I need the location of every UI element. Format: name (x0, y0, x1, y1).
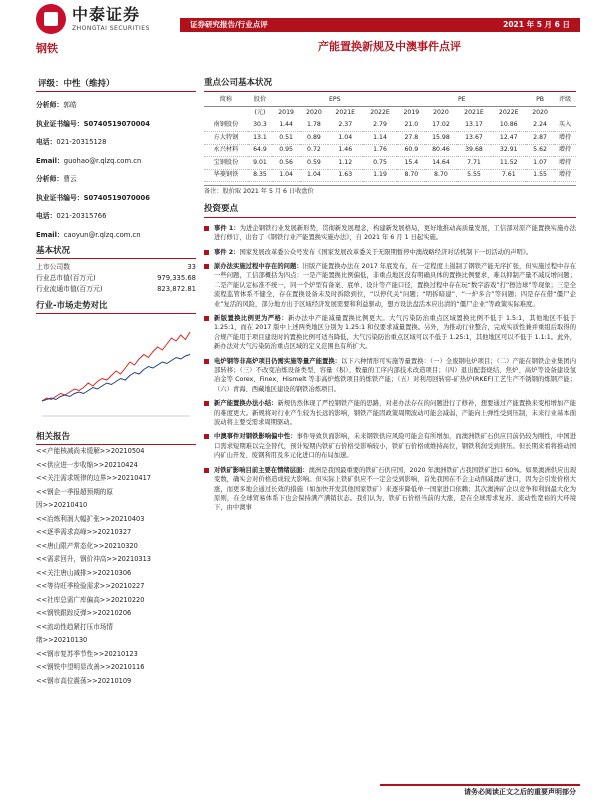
table-cell: 1.46 (338, 146, 353, 154)
analyst-label: 执业证书编号： (36, 193, 84, 202)
analyst-value: caoyun@r.qlzq.com.cn (63, 230, 141, 239)
year-header: 2019 (403, 109, 420, 117)
table-row (204, 144, 576, 157)
th-name: 简称 (204, 94, 248, 107)
th-pe: PE (397, 94, 526, 107)
stat-value: 33 (187, 263, 196, 271)
table-cell: 2.79 (373, 121, 387, 129)
point-text (214, 357, 576, 395)
table-cell: 增持 (558, 133, 572, 141)
bullet-icon (204, 359, 209, 364)
table-cell: 1.04 (338, 133, 353, 141)
table-cell: 11.52 (499, 158, 518, 166)
logo-icon (36, 4, 66, 34)
point-body: 澳洲是我国最重要的铁矿石供应国，2020 年澳洲铁矿占我国铁矿进口 60%。如果澳洲供应出现变数，确实会对价格造成较大影响。但实际上铁矿供应不一定会受到影响，首先我国在不会主动削减澳矿进口，因为会引发价格大涨，而更多地会通过长效的措施（如加快开发其他国家铁矿）来逐步降低单一国家进口依赖；其次澳洲矿企以竞争和利润最大化为原则，在全球贸易体系下也会保持满产满销状态。我们认为，铁矿石价格当前的大涨，是在全球需求复苏、流动性宽裕的大环境下，由中澳事 (214, 466, 577, 512)
report-title: 产能置换新规及中澳事件点评 (318, 40, 461, 53)
point-lead: 原办法实施过程中存在的问题： (214, 262, 303, 270)
analyst-label: Email： (36, 156, 64, 165)
bullet-icon (204, 468, 209, 473)
table-cell: 2.87 (533, 133, 547, 141)
th-unit: (元) (254, 109, 266, 117)
point-lead: 事件 1： (214, 224, 240, 232)
related-title: 相关报告 (36, 432, 196, 445)
point-body: 新规仍然体现了严控钢铁产能的思路，对老办法存在的问题进行了修补，想要通过产能置换来变相增加产能的难度更大。新规将对行业产生较为长远的影响，钢铁产能因政策周期波动可能会减弱，产能向上弹性受到压制，未来行业基本面波动将主要受需求周期驱动。 (214, 400, 577, 427)
point-body: 事件导致负面影响，未来钢铁供应风险可能会有所增加，而澳洲铁矿石供应目前仍较为刚性，中国进口需求短期难以完全替代，预计短期内铁矿石价格受影响较小，铁矿石价格或维持高位，钢铁利润受到挤压。但长期来看将推动国内矿山开发、废钢利用及多元化进口的布局加速。 (214, 433, 577, 460)
th-price: 股价 (248, 94, 272, 107)
analyst-row (36, 115, 196, 134)
table-cell: 0.56 (279, 158, 293, 166)
analyst-label: 电话： (36, 138, 57, 146)
year-header: 2020 (433, 109, 449, 117)
stat-value: 979,335.68 (157, 274, 196, 282)
point-body: 以下六种情形可实施等量置换：（一）全废钢电炉项目；（二）产能在钢铁企业集团内部转移；（三）不改变冶炼设备类型、容量（积）、数量的工序内部技术改造项目；（四）退出配套烧结、焦炉、高炉等设备建设氢冶金等 Corex、Finex、Hismelt 等非高炉炼铁项目的炼铁产能；（五）对利用回转窑-矿热炉(RKEF)工艺生产不锈钢的炼钢产能；（六）青海、西藏地区建设的钢铁冶炼项目。 (214, 357, 577, 393)
basic-title: 基本状况 (36, 246, 196, 259)
table-cell: 南钢股份 (213, 121, 239, 129)
table-cell: 1.78 (307, 121, 321, 129)
report-date: 2021 年 5 月 6 日 (503, 20, 570, 30)
table-cell: 32.91 (499, 146, 518, 154)
table-cell: 1.04 (307, 171, 321, 179)
table-cell: 12.47 (499, 133, 518, 141)
analyst-label: 分析师： (36, 101, 64, 109)
year-header: 2022E (498, 109, 519, 117)
table-cell: 8.70 (404, 171, 419, 179)
analyst-value: 021-20315766 (56, 212, 107, 220)
sector-label: 钢铁 (36, 42, 58, 55)
table-cell: 17.02 (432, 121, 450, 129)
table-cell: 买入 (558, 121, 572, 129)
year-header: 2020 (532, 109, 548, 117)
year-header: 2021E (335, 109, 356, 117)
footer-text: 请务必阅读正文之后的重要声明部分 (464, 788, 576, 796)
table-cell: 30.3 (253, 121, 267, 129)
table-cell: 21.0 (404, 121, 419, 129)
table-cell: 15.98 (432, 133, 450, 141)
related-report-link[interactable]: <<社库总需广库偏高>>20210220 (36, 595, 145, 604)
related-report-link[interactable]: <<供应进一步收缩>>20210424 (36, 460, 138, 469)
related-report-link[interactable]: <<钢企一季报超预期的原 (36, 487, 113, 496)
point-body: 旧版产能置换办法在 2017 年底发布，在一定程度上遏制了钢铁产能无序扩张，但实施过程中存在一些问题，工信部概括为四点：一是产能置换比例偏低，非重点地区没有明确具体的置换比例要求，难以抑制产量不减反增问题；二是产能认定标准不统一，同一个炉型有备案、底单、设计等产能口径，置换过程中存在玩“数字游戏”打“擦边球”等现象；三是全流程监管体系不健全，存在置换设备未及时拆除到位，“以停代关”问题；“明拆暗建”、“一炉多合”等问题；四是存在借“僵尸企业”复活的风险，部分地方出于区域经济发展需要和利益驱动，想方设法盘活本应出清的“僵尸企业”等政策实际难度。 (214, 262, 577, 308)
analyst-row (36, 96, 196, 115)
analyst-value: 021-20315128 (56, 138, 107, 146)
point-body: 国家发展改革委公众号发布《国家发展改革委关于无限期暂停中澳战略经济对话机制下一切活动的声明》。 (239, 248, 533, 256)
analyst-row (36, 170, 196, 189)
table-cell: 39.68 (465, 146, 483, 154)
year-header: 2021E (464, 109, 484, 117)
related-report-link[interactable]: <<流动性趋紧打压市场情 (36, 622, 113, 631)
point-text (214, 248, 532, 257)
invest-point (204, 466, 576, 513)
trend-chart (36, 318, 196, 428)
table-cell: 1.07 (533, 158, 547, 166)
table-cell: 1.55 (533, 171, 547, 179)
table-body (204, 119, 576, 182)
company-logo (36, 4, 150, 34)
analyst-label: 执业证书编号： (36, 119, 84, 128)
related-report-link[interactable]: <<唐山限产常态化>>20210320 (36, 541, 138, 550)
point-body: 新办法中产能减量置换比例更大。大气污染防治重点区域置换比例不低于 1.5:1，其他地区不低于 1.25:1，而在 2017 版中上述两类地区分别为 1.25:1 和仅要求减量置换。另外，为推动行业整合，完成实质性兼并重组后取得的合规产能用于项目建设时的置换比例可适当降低，大气污染防治重点区域可以不低于 1.25:1，其他地区可以不低于 1.1:1。此外，新办法对大气污染防治重点区域的定义范围也有所扩大。 (214, 315, 576, 351)
stat-row (36, 273, 196, 284)
table-cell: 10.86 (499, 121, 518, 129)
related-report-link[interactable]: <<逐季需求高峰>>20210327 (36, 528, 132, 536)
invest-point (204, 262, 576, 309)
related-report-link[interactable]: <<关注唐山减排>>20210306 (36, 568, 132, 577)
table-cell: 2.24 (533, 121, 547, 129)
table-cell: 增持 (558, 146, 572, 154)
invest-point (204, 399, 576, 427)
left-column (36, 78, 196, 688)
invest-title: 投资要点 (204, 204, 576, 218)
invest-point (204, 224, 576, 243)
analyst-row (36, 226, 196, 245)
table-cell: 80.46 (432, 146, 450, 154)
table-cell: 1.63 (338, 171, 353, 179)
invest-point (204, 248, 576, 257)
table-row (204, 169, 576, 182)
footer-line (380, 784, 580, 786)
table-row (204, 157, 576, 170)
analyst-row (36, 207, 196, 226)
logo-name-en: ZHONGTAI SECURITIES (72, 25, 150, 33)
table-cell: 0.72 (307, 146, 321, 154)
related-report-link[interactable]: <<等待旺季检验需求>>20210227 (36, 582, 145, 590)
table-cell: 5.55 (467, 171, 481, 179)
table-note: 备注：股价取 2021 年 5 月 6 日收盘价 (204, 185, 576, 196)
point-text (214, 314, 576, 352)
year-header: 2019 (278, 109, 294, 117)
related-reports (36, 445, 196, 688)
bullet-icon (204, 250, 209, 255)
table-cell: 14.64 (432, 158, 450, 166)
analyst-value: 曹云 (63, 175, 77, 183)
point-lead: 对铁矿影响目前主要在情绪层面： (214, 466, 309, 474)
related-report-link[interactable]: <<关注需求规律的边界>>20210417 (36, 474, 152, 482)
related-report-link[interactable]: <<钢市高位震荡>>20210109 (36, 676, 132, 685)
th-rating: 评级 (554, 94, 576, 107)
table-cell: 增持 (558, 171, 572, 179)
table-cell: 64.9 (253, 146, 267, 154)
header-band (180, 18, 580, 32)
table-cell: 0.59 (307, 158, 321, 166)
analyst-label: 电话： (36, 212, 57, 220)
analyst-label: Email： (36, 230, 64, 239)
table-cell: 9.01 (253, 158, 267, 166)
table-cell: 8.70 (434, 171, 448, 179)
related-report-link[interactable]: <<需求回升，钢价冲高>>20210313 (36, 555, 152, 563)
table-cell: 方大特钢 (213, 133, 239, 141)
table-cell: 13.1 (253, 133, 267, 141)
table-cell: 8.35 (253, 171, 267, 179)
point-body: 为进企钢铁行业发展新形势，贯彻新发展理念，构建新发展格局，更好地推动高质量发展，工信部对原产能置换实施办法进行修订，出台了《钢铁行业产能置换实施办法》，自 2021 年 6 月 1 日起实施。 (214, 224, 577, 242)
point-lead: 电炉钢等非高炉项目仍需实施等量产能置换： (214, 357, 342, 365)
table-cell: 13.67 (465, 133, 483, 141)
analyst-row (36, 133, 196, 152)
trend-title: 行业-市场走势对比 (36, 301, 196, 314)
related-report-link[interactable]: <<产能核减尚未缓解>>20210504 (36, 447, 145, 455)
stat-label: 行业流通市值(百万元) (36, 285, 103, 293)
analyst-value: S0740519070004 (83, 119, 150, 128)
table-cell: 27.8 (404, 133, 419, 141)
stat-value: 823,872.81 (157, 285, 196, 293)
table-cell: 永兴材料 (213, 146, 239, 154)
invest-point (204, 314, 576, 352)
invest-points (204, 224, 576, 513)
th-pb: PB (526, 94, 554, 107)
invest-point (204, 432, 576, 460)
rating: 评级：中性（维持） (36, 78, 196, 92)
table-cell: 1.14 (373, 133, 387, 141)
table-cell: 7.61 (501, 171, 516, 179)
bullet-icon (204, 264, 209, 269)
year-row (204, 107, 576, 120)
table-cell: 7.71 (467, 158, 481, 166)
related-report-link[interactable]: <<钢市复苏季节性>>20210123 (36, 649, 138, 658)
table-cell: 1.76 (373, 146, 387, 154)
point-text (214, 466, 576, 513)
table-cell: 15.4 (404, 158, 419, 166)
related-report-link[interactable]: <<冶炼利润大幅扩张>>20210403 (36, 514, 145, 523)
table-cell: 0.75 (373, 158, 387, 166)
analyst-label: 分析师： (36, 175, 64, 183)
analyst-value: guohao@r.qlzq.com.cn (63, 156, 142, 165)
point-lead: 新产能置换办法小结： (214, 400, 278, 408)
table-cell: 1.04 (279, 171, 293, 179)
analyst-row (36, 152, 196, 171)
year-header: 2022E (370, 109, 390, 117)
point-lead: 中澳事件对钢铁影响偏中性： (214, 433, 297, 441)
invest-point (204, 357, 576, 395)
related-report-link[interactable]: 因>>20210410 (36, 501, 88, 509)
analyst-row (36, 189, 196, 208)
table-cell: 1.19 (373, 171, 387, 179)
analyst-value: S0740519070006 (83, 193, 150, 202)
analyst-value: 郭皓 (63, 101, 77, 109)
bullet-icon (204, 316, 209, 321)
table-cell: 0.89 (307, 133, 321, 141)
related-report-link[interactable]: 绪>>20210130 (36, 636, 88, 644)
stat-label: 行业总市值(百万元) (36, 274, 96, 282)
trend-chart-svg (36, 318, 196, 428)
table-cell: 60.9 (404, 146, 419, 154)
th-eps: EPS (272, 94, 397, 107)
related-report-link[interactable]: <<钢铁中望明显改善>>20210116 (36, 663, 145, 671)
point-text (214, 399, 576, 427)
bullet-icon (204, 434, 209, 439)
table-cell: 0.51 (279, 133, 293, 141)
table-cell: 0.95 (279, 146, 293, 154)
year-header: 2020 (306, 109, 322, 117)
table-cell: 1.44 (279, 121, 293, 129)
stat-label: 上市公司数 (36, 263, 70, 271)
report-type: 证券研究报告/行业点评 (190, 20, 268, 30)
table-row (204, 119, 576, 132)
table-cell: 宝钢股份 (213, 158, 239, 166)
bullet-icon (204, 401, 209, 406)
table-cell: 1.12 (338, 158, 353, 166)
table-title: 重点公司基本状况 (204, 78, 576, 92)
table-cell: 5.62 (533, 146, 547, 154)
point-text (214, 262, 576, 309)
logo-name: 中泰证券 (72, 5, 141, 25)
series-line-0 (42, 332, 190, 401)
series-line-1 (42, 355, 190, 402)
stat-row (36, 262, 196, 273)
right-column (204, 78, 576, 513)
point-lead: 新版置换比例更为严格： (214, 315, 289, 322)
point-text (214, 432, 576, 460)
stat-row (36, 284, 196, 295)
related-report-link[interactable]: <<钢铁跟踪反弹>>20210206 (36, 609, 132, 617)
table-cell: 增持 (558, 158, 572, 166)
stats-list (36, 262, 196, 295)
page-footer (0, 782, 600, 800)
point-lead: 事件 2： (214, 248, 240, 256)
company-table (204, 94, 576, 182)
bullet-icon (204, 226, 209, 231)
table-row (204, 132, 576, 145)
page-header (0, 0, 600, 60)
table-cell: 2.37 (338, 121, 353, 129)
analyst-info (36, 96, 196, 244)
point-text (214, 224, 576, 243)
table-cell: 华菱钢铁 (213, 171, 239, 179)
table-cell: 13.17 (465, 121, 483, 129)
